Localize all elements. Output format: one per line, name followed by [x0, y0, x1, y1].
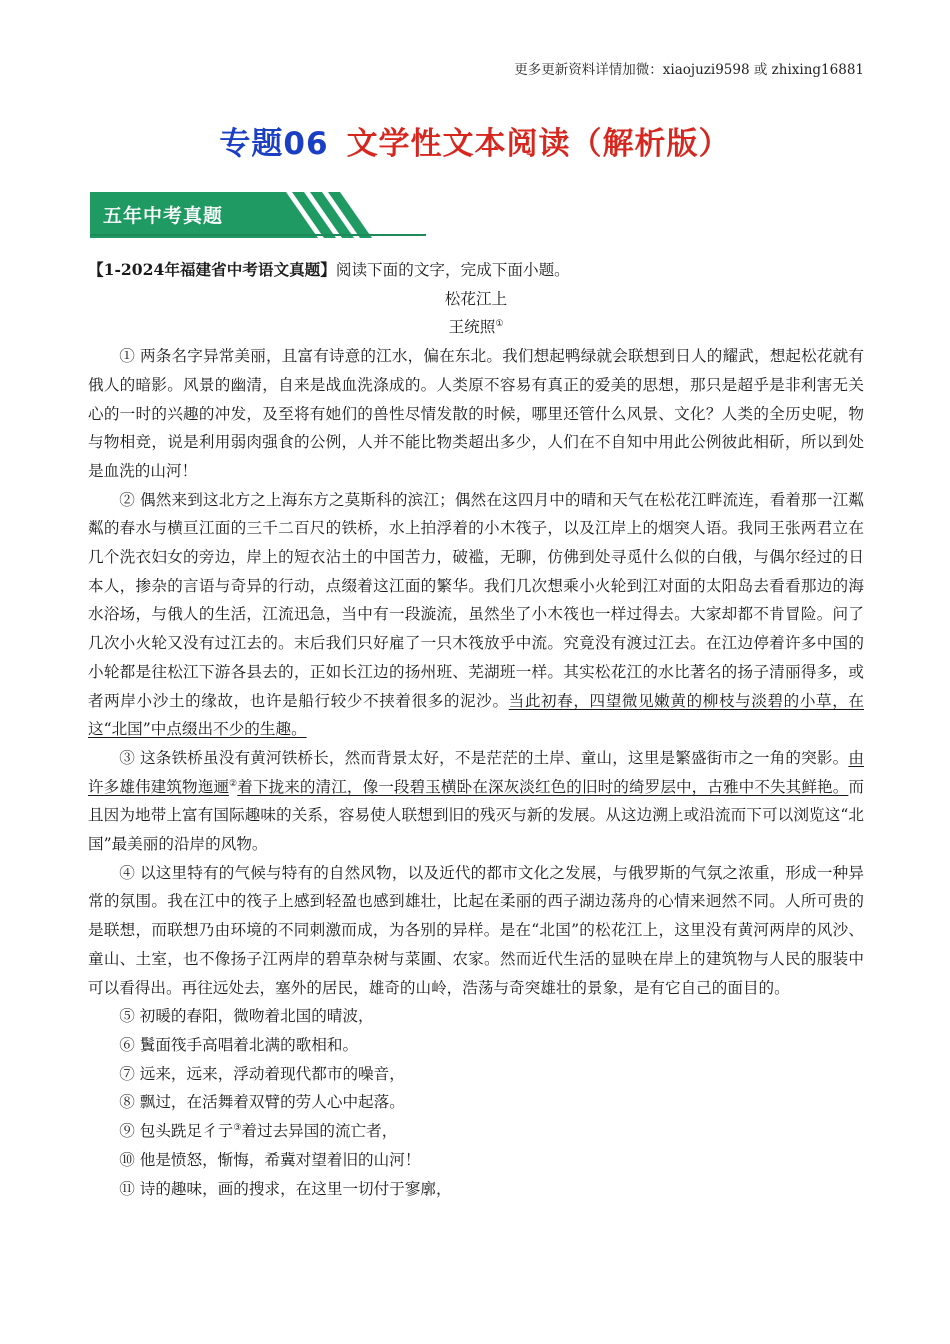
paragraph-7: ⑦ 远来，远来，浮动着现代都市的噪音， — [119, 1064, 405, 1083]
page-title — [0, 118, 950, 163]
footnote-mark-2: ② — [229, 778, 238, 789]
paragraph-8: ⑧ 飘过，在活舞着双臂的劳人心中起落。 — [119, 1093, 405, 1112]
paragraph-1: ① 两条名字异常美丽，且富有诗意的江水，偏在东北。我们想起鸭绿就会联想到日人的耀武，想起松花就有俄人的暗影。风景的幽清，自来是战血洗涤成的。人类原不容易有真正的爱美的思想，那只是超乎是非利害无关心的一时的兴趣的冲发，及至将有她们的兽性尽情发散的时候，哪里还管什么风景、文化？人类的全历史呢，物与物相竞，说是利用弱肉强食的公例，人并不能比物类超出多少，人们在不自知中用此公例彼此相斫，所以到处是血洗的山河！ — [88, 347, 864, 480]
title-topic-number: 专题06 — [219, 126, 329, 162]
paragraph-9-b: 着过去异国的流亡者， — [241, 1122, 398, 1141]
header-note: 更多更新资料详情加微：xiaojuzi9598 或 zhixing16881 — [514, 62, 864, 78]
paragraph-3-end: 而且因为地带上富有国际趣味的关系，容易使人联想到旧的残灭与新的发展。从这边溯上或沿流而下可以浏览这“北国”最美丽的沿岸的风物。 — [88, 777, 864, 854]
banner-underline — [90, 234, 426, 236]
article-author — [88, 313, 864, 342]
paragraph-3 — [88, 744, 864, 859]
paragraph-6: ⑥ 鬒面筏手高唱着北满的歌相和。 — [119, 1035, 359, 1054]
paragraph-3-start: ③ 这条铁桥虽没有黄河铁桥长，然而背景太好，不是茫茫的土岸、童山，这里是繁盛街市之一角的突影。 — [119, 748, 849, 767]
paragraph-9-a: ⑨ 包头跣足彳亍 — [119, 1122, 234, 1141]
paragraph-2 — [88, 486, 864, 744]
paragraph-4: ④ 以这里特有的气候与特有的自然风物，以及近代的都市文化之发展，与俄罗斯的气氛之浓重，形成一种异常的氛围。我在江中的筏子上感到轻盈也感到雄壮，比起在柔丽的西子湖边荡舟的心情来迥然不同。人所可贵的是联想，而联想乃由环境的不同刺激而成，为各别的异样。是在“北国”的松花江上，这里没有黄河两岸的风沙、童山、土室，也不像扬子江两岸的碧草杂树与菜圃、农家。然而近代生活的显映在岸上的建筑物与人民的服装中可以看得出。再往远处去，塞外的居民，雄奇的山岭，浩荡与奇突雄壮的景象，是有它自己的面目的。 — [88, 863, 864, 997]
question-source: 【1-2024年福建省中考语文真题】 — [88, 260, 336, 279]
paragraph-5: ⑤ 初暖的春阳，微吻着北国的晴波， — [119, 1007, 374, 1026]
paragraph-11: ⑪ 诗的趣味，画的搜求，在这里一切付于寥廓， — [119, 1179, 452, 1198]
author-name: 王统照 — [448, 318, 496, 337]
footnote-mark-3: ③ — [233, 1122, 242, 1133]
article-title: 松花江上 — [444, 289, 508, 308]
paragraph-2-underlined: 当此初春，四望微见嫩黄的柳枝与淡碧的小草，在这“北国”中点缀出不少的生趣。 — [88, 691, 864, 739]
question-instruction: 阅读下面的文字，完成下面小题。 — [335, 261, 570, 279]
paragraph-2-text: ② 偶然来到这北方之上海东方之莫斯科的滨江；偶然在这四月中的晴和天气在松花江畔流连，看着那一江粼粼的春水与横亘江面的三千二百尺的铁桥，水上拍浮着的小木筏子，以及江岸上的烟突人语。我同王张两君立在几个洗衣妇女的旁边，岸上的短衣沾土的中国苦力，破褴，无聊，仿佛到处寻觅什么似的白俄，与偶尔经过的日本人，掺杂的言语与奇异的行动，点缀着这江面的繁华。我们几次想乘小火轮到江对面的太阳岛去看看那边的海水浴场，与俄人的生活，江流迅急，当中有一段漩流，虽然坐了小木筏也一样过得去。大家却都不肯冒险。问了几次小火轮又没有过江去的。末后我们只好雇了一只木筏放乎中流。究竟没有渡过江去。在江边停着许多中国的小轮都是往松江下游各县去的，正如长江边的扬州班、芜湖班一样。其实松花江的水比著名的扬子清丽得多，或者两岸小沙土的缘故，也许是船行较少不挟着很多的泥沙。 — [88, 490, 864, 710]
article-content — [88, 256, 864, 1203]
paragraph-3-underlined-b: 着下拢来的清江，像一段碧玉横卧在深灰淡红色的旧时的绮罗层中，古雅中不失其鲜艳。 — [237, 777, 849, 796]
paragraph-9 — [88, 1117, 864, 1146]
paragraph-3-underlined-a: 由许多雄伟建筑物迤逦 — [88, 748, 864, 796]
question-intro — [88, 256, 864, 285]
banner-label: 五年中考真题 — [103, 205, 224, 227]
title-topic-name: 文学性文本阅读（解析版） — [346, 126, 731, 162]
paragraph-10: ⑩ 他是愤怒，惭悔，希冀对望着旧的山河！ — [119, 1150, 421, 1169]
footnote-mark-1: ① — [495, 319, 504, 330]
